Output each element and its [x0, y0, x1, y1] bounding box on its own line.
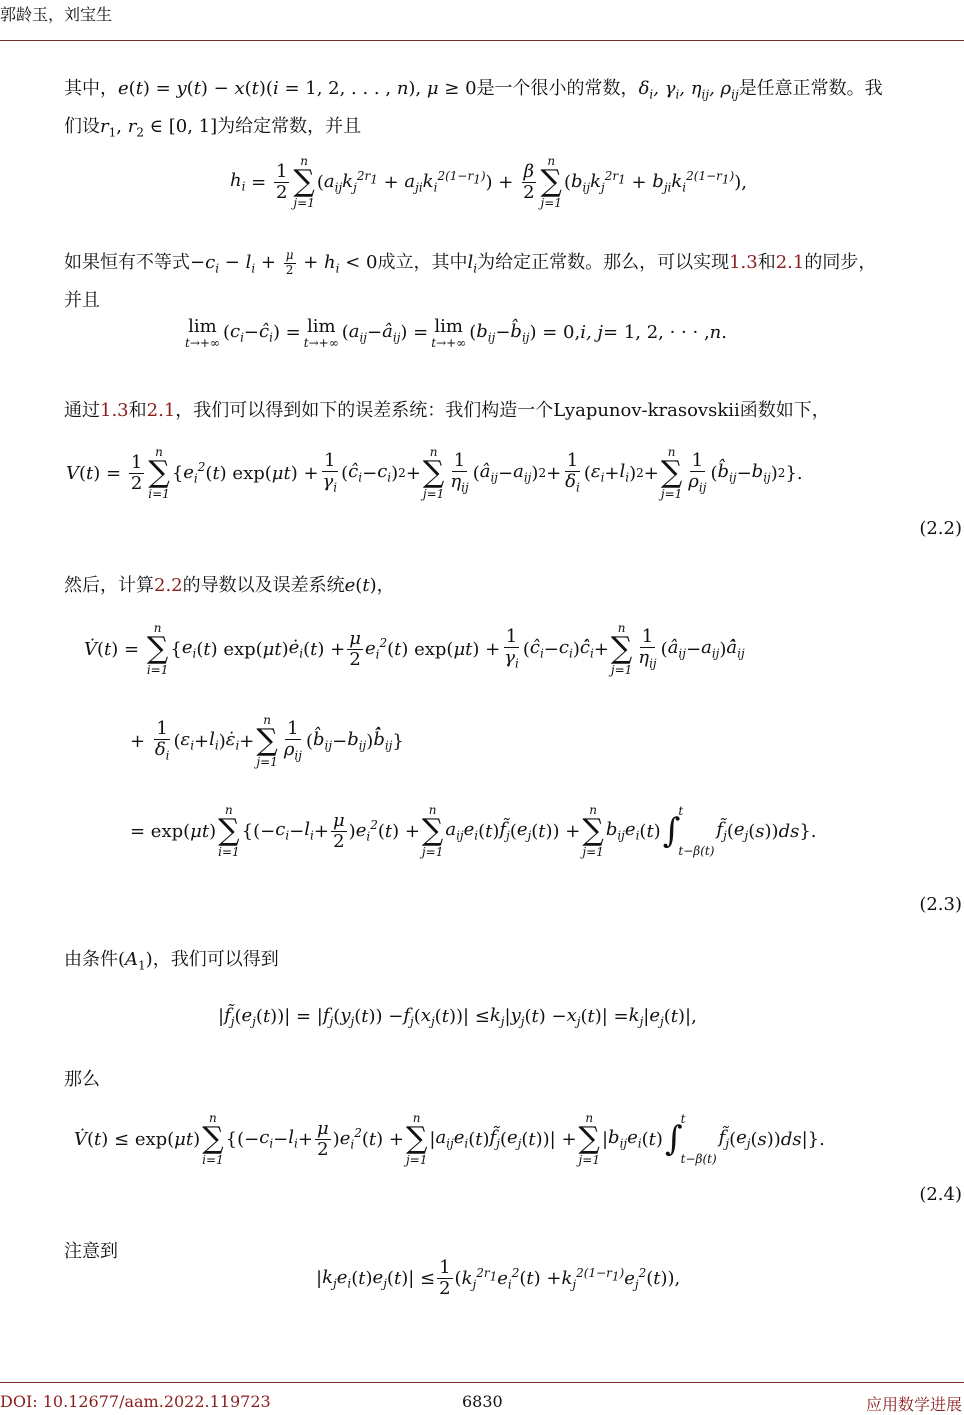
equation-number-2-2: (2.2)	[919, 518, 962, 539]
paragraph-3: 通过1.3和2.1，我们可以得到如下的误差系统：我们构造一个Lyapunov-krasovskii函数如下，	[64, 400, 830, 421]
ref-2-2[interactable]: 2.2	[154, 575, 183, 596]
ref-2-1[interactable]: 2.1	[146, 400, 176, 421]
equation-2-4: V̇ ( t ) ≤ exp( μt ) n ∑ i=1 {(− $c_i$ − $l_i$ + $\frac{\mu}{2}$ ) $e_i^2$ ( t ) + n ∑ j=1 | $a_{ij}e_i$ ( t ) $f̃_j$ ( $e_j$ ( t ))| + n ∑ j=1 | $b_{ij}e_i$ ( t ) ∫ t t−β(t) $f̃_j$ ( $e_j$ ( s )) ds |}.	[74, 1111, 825, 1167]
footer-page-number: 6830	[462, 1392, 503, 1411]
equation-lipschitz: | $f̃_j$ ( $e_j$ ( t ))| = | $f_j$ ( $y_j$ ( t )) − $f_j$ ( $x_j$ ( t ))| ≤ $k_j$ | $y_j$ ( t ) − $x_j$ ( t )| = $k_j$ | $e_j$ ( t )|,	[218, 1005, 697, 1029]
header-rule	[0, 40, 964, 41]
paragraph-5: 由条件$(A_1)$，我们可以得到	[64, 949, 279, 973]
equation-2-3-line-3: = exp( μt ) n ∑ i=1 {(− $c_i$ − $l_i$ + $\frac{\mu}{2}$ ) $e_i^2$ ( t ) + n ∑ j=1 $a_{ij}e_i$ ( t ) $f̃_j$ ( $e_j$ ( t )) + n ∑ j=1 $b_{ij}e_i$ ( t ) ∫ t t−β(t) $f̃_j$ ( $e_j$ ( s )) ds }.	[130, 803, 817, 859]
equation-young: | $k_je_i$ ( t ) $e_j$ ( t )| ≤ $\frac{1}{2}$ ( $k_j^{2r_1}e_i^2$ ( t ) + $k_j^{2(1-r_1)}e_j^2$ ( t )),	[316, 1257, 681, 1299]
footer-doi[interactable]: DOI: 10.12677/aam.2022.119723	[0, 1392, 271, 1411]
equation-number-2-3: (2.3)	[919, 894, 962, 915]
paragraph-4: 然后，计算2.2的导数以及误差系统e(t)，	[64, 575, 395, 596]
paragraph-1: 其中，e(t) = y(t) − x(t)(i = 1, 2, . . . , n), μ ≥ 0是一个很小的常数，$\delta_i$, $\gamma_i$, $\eta_{ij}$, $\rho_{ij}$是任意正常数。我 们设$r_1$, $r_2$ ∈ [0, 1]为给定常数，并且	[64, 78, 883, 140]
equation-h: $h_i$ = $\frac{1}{2}$ n ∑ j=1 ( $a_{ij}k_j^{2r_1}$ + $a_{ji}k_i^{2(1-r_1)}$ ) + $\frac{\beta}{2}$ n ∑ j=1 ( $b_{ij}k_j^{2r_1}$ + $b_{ji}k_i^{2(1-r_1)}$ ),	[230, 154, 747, 210]
ref-2-1[interactable]: 2.1	[775, 252, 805, 273]
footer-journal[interactable]: 应用数学进展	[865, 1395, 962, 1414]
footer-rule	[0, 1382, 964, 1383]
equation-2-3-line-2: + $\frac{1}{\delta_i}$ ( $\varepsilon_i$ + $l_i$ ) $\varepsiloṅ_i$ + n ∑ j=1 $\frac{1}{\rho_{ij}}$ ( $b̂_{ij}$ − $b_{ij}$ ) $b̂̇_{ij}$ }	[130, 713, 404, 769]
ref-1-3[interactable]: 1.3	[100, 400, 129, 421]
equation-2-3-line-1: V̇ ( t ) = n ∑ i=1 { $e_i$ ( t ) exp( μt ) $ė_i$ ( t ) + $\frac{\mu}{2}$ $e_i^2$ ( t ) exp( μt ) + $\frac{1}{\gamma_i}$ ( $ĉ_i$ − $c_i$ ) $ĉ̇_i$ + n ∑ j=1 $\frac{1}{\eta_{ij}}$ ( $â_{ij}$ − $a_{ij}$ ) $â̇_{ij}$	[84, 621, 745, 677]
paragraph-6: 那么	[64, 1069, 100, 1090]
header-authors: 郭龄玉，刘宝生	[0, 5, 113, 24]
equation-limits: lim t→+∞ ( $c_i$ − $ĉ_i$ ) = lim t→+∞ ( $a_{ij}$ − $â_{ij}$ ) = lim t→+∞ ( $b_{ij}$ − $b̂_{ij}$ ) = 0, i, j = 1, 2, · · · , n .	[185, 316, 727, 350]
equation-number-2-4: (2.4)	[919, 1184, 962, 1205]
paragraph-2: 如果恒有不等式$-c_i - l_i$ + $\frac{\mu}{2}$ + $h_i < 0$成立，其中$l_i$为给定正常数。那么，可以实现1.3和2.1的同步， 并且	[64, 248, 877, 311]
equation-2-2: V ( t ) = $\frac{1}{2}$ n ∑ i=1 { $e_i^2$ ( t ) exp( μt ) + $\frac{1}{\gamma_i}$ ( $ĉ_i$ − $c_i$ ) 2 + n ∑ j=1 $\frac{1}{\eta_{ij}}$ ( $â_{ij}$ − $a_{ij}$ ) 2 + $\frac{1}{\delta_i}$ ( $\varepsilon_i$ + $l_i$ ) 2 + n ∑ j=1 $\frac{1}{\rho_{ij}}$ ( $b̂_{ij}$ − $b_{ij}$ ) 2 }.	[66, 445, 803, 501]
ref-1-3[interactable]: 1.3	[729, 252, 758, 273]
paragraph-7: 注意到	[64, 1241, 118, 1262]
